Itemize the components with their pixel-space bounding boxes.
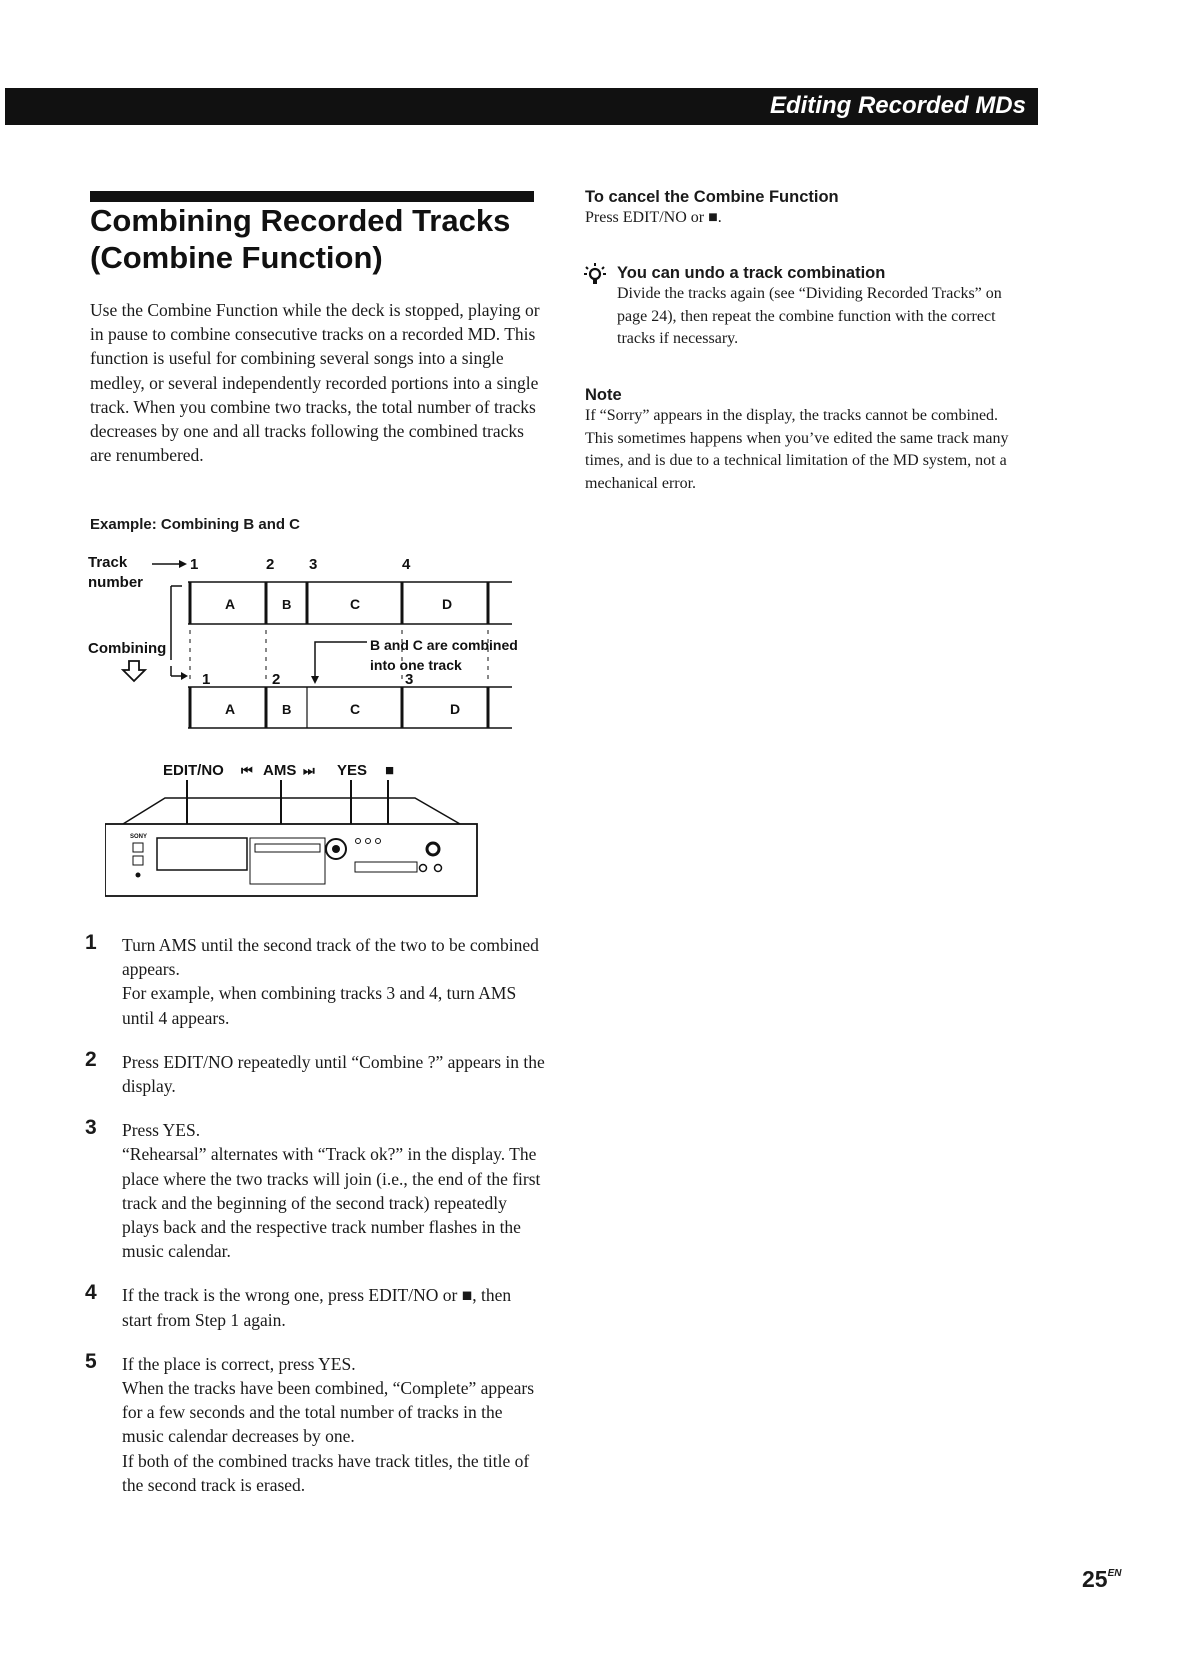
step-5-line-2: When the tracks have been combined, “Complete” appears for a few seconds and the total number of tracks in the music calendar decreases by one. <box>122 1378 535 1447</box>
section-header-bar <box>5 88 1038 125</box>
down-arrow-icon <box>123 661 145 681</box>
step-3-line-1: Press YES. <box>122 1120 201 1141</box>
after-number-3: 3 <box>405 671 414 688</box>
step-3-number: 3 <box>85 1116 97 1140</box>
tip-heading: You can undo a track combination <box>617 264 886 282</box>
example-label: Example: Combining B and C <box>90 516 301 533</box>
step-4-line-1: If the track is the wrong one, press EDIT/NO or ■, then start from Step 1 again. <box>122 1285 512 1330</box>
bracket-arrowhead <box>181 672 188 680</box>
after-track-a: A <box>225 701 236 717</box>
after-track-c: C <box>350 701 361 717</box>
deck-led <box>136 873 141 878</box>
before-track-d: D <box>442 596 453 612</box>
step-1-line-2: For example, when combining tracks 3 and 4, turn AMS until 4 appears. <box>122 983 517 1028</box>
tip-text: Divide the tracks again (see “Dividing Recorded Tracks” on page 24), then repeat the combine function with the correct tracks if necessary. <box>617 285 1002 347</box>
step-2-number: 2 <box>85 1047 97 1071</box>
cancel-heading: To cancel the Combine Function <box>585 188 839 206</box>
label-edit-no: EDIT/NO <box>163 762 224 779</box>
step-4-number: 4 <box>85 1281 97 1305</box>
label-yes: YES <box>337 762 368 779</box>
page-number <box>1082 1566 1122 1593</box>
md-deck-illustration <box>105 758 505 898</box>
step-1 <box>85 933 545 1030</box>
title-line-1: Combining Recorded Tracks <box>90 203 511 238</box>
label-stop: ■ <box>385 762 395 779</box>
combining-label: Combining <box>88 640 167 657</box>
after-track-b: B <box>282 702 292 717</box>
step-3 <box>85 1118 545 1263</box>
combined-note-1: B and C are combined <box>370 637 518 653</box>
page-title <box>90 202 550 276</box>
label-ams: AMS <box>263 762 297 779</box>
deck-front <box>105 824 477 896</box>
combined-note-leader <box>315 642 367 678</box>
page-number-value: 25 <box>1082 1566 1108 1592</box>
step-1-number: 1 <box>85 931 97 954</box>
deck-brand: SONY <box>130 834 148 840</box>
before-number-3: 3 <box>309 556 318 573</box>
combined-note-arrowhead <box>311 676 319 684</box>
step-2 <box>85 1047 545 1098</box>
intro-paragraph: Use the Combine Function while the deck is stopped, playing or in pause to combine consecutive tracks on a recorded MD. This function is useful for combining several songs into a single medley, or several independently recorded portions into a single track. When you combine two tracks, the total number of tracks decreases by one and all tracks following the combined tracks are renumbered. <box>90 300 540 466</box>
after-number-1: 1 <box>202 671 211 688</box>
note-heading: Note <box>585 386 622 404</box>
rewind-icon: ⏮ <box>241 763 253 778</box>
title-rule <box>90 191 534 202</box>
track-number-label-2: number <box>88 574 144 591</box>
combine-diagram <box>85 552 545 732</box>
step-5 <box>85 1349 545 1497</box>
note-text: If “Sorry” appears in the display, the tracks cannot be combined. This sometimes happens when you’ve edited the same track many times, and is due to a technical limitation of the MD system, not a mechanical error. <box>585 407 1009 492</box>
note-section <box>585 386 1025 495</box>
cancel-text: Press EDIT/NO or ■. <box>585 209 722 226</box>
lightbulb-icon <box>582 261 608 289</box>
combined-note-2: into one track <box>370 657 462 673</box>
track-number-label-1: Track <box>88 554 128 571</box>
before-number-2: 2 <box>266 556 275 573</box>
after-track-d: D <box>450 701 461 717</box>
step-1-line-1: Turn AMS until the second track of the two to be combined appears. <box>122 935 539 980</box>
after-number-2: 2 <box>272 671 281 688</box>
step-2-line-1: Press EDIT/NO repeatedly until “Combine ?” appears in the display. <box>122 1051 545 1097</box>
before-number-4: 4 <box>402 556 411 573</box>
page-number-suffix: EN <box>1107 1568 1122 1579</box>
ams-knob-center <box>332 845 340 853</box>
before-track-c: C <box>350 596 361 612</box>
track-number-arrowhead <box>179 560 187 568</box>
title-line-2: (Combine Function) <box>90 240 383 275</box>
step-4 <box>85 1283 545 1331</box>
step-5-number: 5 <box>85 1349 97 1373</box>
step-5-line-1: If the place is correct, press YES. <box>122 1353 356 1374</box>
tip-section <box>585 264 1027 351</box>
before-track-b: B <box>282 597 292 612</box>
deck-top <box>123 798 460 824</box>
step-5-line-3: If both of the combined tracks have track titles, the title of the second track is erased. <box>122 1450 530 1495</box>
before-track-a: A <box>225 596 236 612</box>
steps-list <box>85 933 545 1497</box>
section-title: Editing Recorded MDs <box>769 92 1026 119</box>
before-number-1: 1 <box>190 556 199 573</box>
cancel-section <box>585 188 1035 230</box>
forward-icon: ⏭ <box>303 763 315 778</box>
step-3-line-2: “Rehearsal” alternates with “Track ok?” in the display. The place where the two tracks will join (i.e., the end of the first track and the beginning of the second track) repeatedly plays back and the respective track number flashes in the music calendar. <box>122 1144 541 1262</box>
